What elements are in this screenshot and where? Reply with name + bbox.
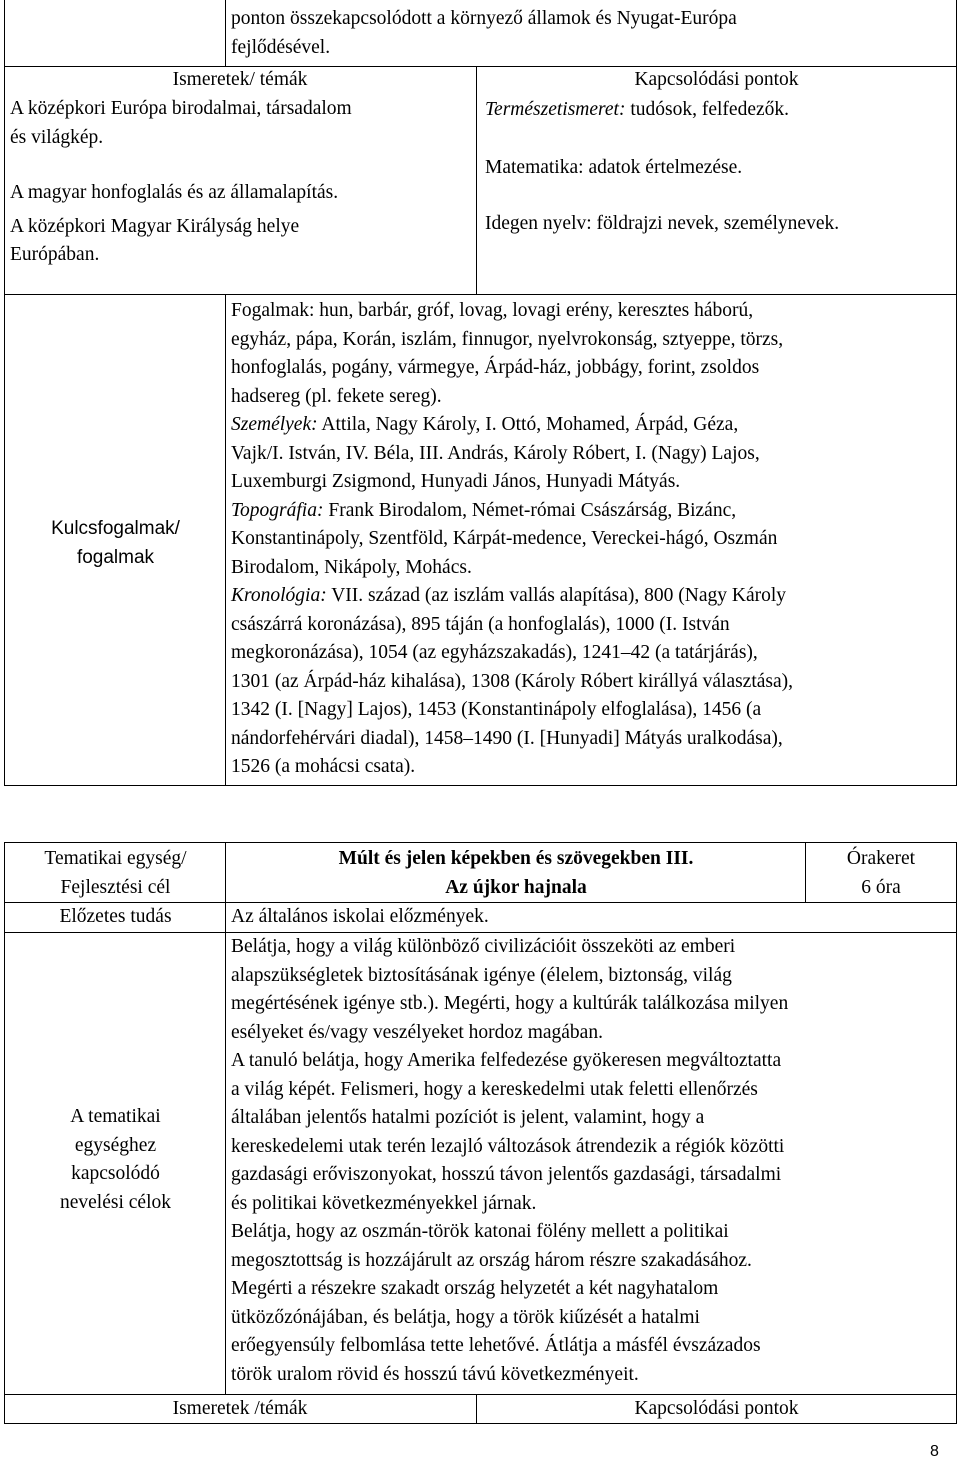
key-concepts-segment: 1342 (I. [Nagy] Lajos), 1453 (Konstantinápoly elfoglalása), 1456 (a <box>231 699 762 720</box>
topic-line: A középkori Európa birodalmai, társadalom <box>10 98 352 119</box>
key-concepts-segment: Birodalom, Nikápoly, Mohács. <box>231 556 472 578</box>
key-concepts-segment: Kronológia: <box>231 585 327 606</box>
key-concepts-line <box>231 696 953 725</box>
key-concepts-segment: megkoronázása), 1054 (az egyházszakadás), 1241–42 (a tatárjárás), <box>231 642 758 663</box>
topics-header-2: Ismeretek /témák <box>172 1398 308 1419</box>
prior-knowledge-text: Az általános iskolai előzmények. <box>231 906 489 927</box>
key-concepts-segment: 1526 (a mohácsi csata). <box>231 756 416 777</box>
topic-line: A középkori Magyar Királyság helye <box>10 215 300 237</box>
connection-item: Természetismeret: tudósok, felfedezők. <box>485 99 790 120</box>
goals-line: erőegyensúly felbomlása tette lehetővé. Átlátja a másfél évszázados <box>231 1335 761 1356</box>
key-concepts-segment: VII. század (az iszlám vallás alapítása), 800 (Nagy Károly <box>326 585 787 606</box>
goals-line: a világ képét. Felismeri, hogy a kereskedelmi utak feletti ellenőrzés <box>231 1078 758 1100</box>
goals-line: ütközőzónájában, és belátja, hogy a török kiűzését a hatalmi <box>231 1306 700 1328</box>
key-concepts-line <box>231 639 953 668</box>
key-concepts-segment: Frank Birodalom, Német-római Császárság, Bizánc, <box>323 499 737 521</box>
key-concepts-line <box>231 411 953 440</box>
key-concepts-line <box>231 468 953 497</box>
key-concepts-segment: Attila, Nagy Károly, I. Ottó, Mohamed, Árpád, Géza, <box>317 414 739 435</box>
key-concepts-segment: császárrá koronázása), 895 táján (a honfoglalás), 1000 (I. István <box>231 613 730 635</box>
key-concepts-line <box>231 497 953 526</box>
key-concepts-segment: Fogalmak: hun, barbár, gróf, lovag, lovagi erény, keresztes háború, <box>231 300 754 321</box>
key-concepts-line <box>231 725 953 754</box>
goals-line: megosztottság is hozzájárult az ország három részre szakadásához. <box>231 1249 752 1271</box>
goals-line: A tanuló belátja, hogy Amerika felfedezése gyökeresen megváltoztatta <box>231 1050 782 1071</box>
key-concepts-segment: Konstantinápoly, Szentföld, Kárpát-medence, Vereckei-hágó, Oszmán <box>231 528 778 549</box>
intro-line: ponton összekapcsolódott a környező államok és Nyugat-Európa <box>231 8 737 29</box>
goals-line: kereskedelemi utak terén lezajló változások átrendezik a régiók közötti <box>231 1135 785 1157</box>
key-concepts-segment: Luxemburgi Zsigmond, Hunyadi János, Hunyadi Mátyás. <box>231 471 681 492</box>
key-concepts-segment: nándorfehérvári diadal), 1458–1490 (I. [Hunyadi] Mátyás uralkodása), <box>231 727 783 749</box>
connections-list <box>485 96 955 239</box>
hours-value: 6 óra <box>861 876 901 898</box>
topics-header: Ismeretek/ témák <box>172 69 308 90</box>
key-concepts-segment: egyház, pápa, Korán, iszlám, finnugor, nyelvrokonság, sztyeppe, törzs, <box>231 328 784 350</box>
goals-line: esélyeket és/vagy veszélyeket hordoz magában. <box>231 1021 603 1043</box>
topic-line: A magyar honfoglalás és az államalapítás. <box>10 182 339 203</box>
hours-label: Órakeret <box>846 848 916 869</box>
goals-line: alapszükségletek biztosításának igénye (élelem, biztonság, világ <box>231 964 732 986</box>
key-concepts-segment: honfoglalás, pogány, vármegye, Árpád-ház, jobbágy, forint, zsoldos <box>231 357 760 378</box>
unit-title: Múlt és jelen képekben és szövegekben III. Az újkor hajnala <box>338 848 694 898</box>
page-number: 8 <box>930 1443 939 1460</box>
key-concepts-content <box>231 297 953 782</box>
key-concepts-line <box>231 383 953 412</box>
hours-box <box>807 845 955 902</box>
goals-line: török uralom rövid és hosszú távú következményeit. <box>231 1363 639 1385</box>
key-concepts-label: Kulcsfogalmak/ fogalmak <box>51 518 180 568</box>
prior-knowledge-label: Előzetes tudás <box>59 906 172 927</box>
topic-line: és világkép. <box>10 126 104 148</box>
key-concepts-line <box>231 582 953 611</box>
educational-goals-label: A tematikai egységhez kapcsolódó nevelési célok <box>60 1106 171 1213</box>
goals-line: Belátja, hogy a világ különböző civilizációit összeköti az emberi <box>231 936 736 957</box>
key-concepts-line <box>231 297 953 326</box>
connection-item: Matematika: adatok értelmezése. <box>485 156 743 178</box>
key-concepts-line <box>231 525 953 554</box>
goals-line: Megérti a részekre szakadt ország helyzetét a két nagyhatalom <box>231 1278 719 1299</box>
intro-line: fejlődésével. <box>231 36 331 58</box>
unit-label: Tematikai egység/ Fejlesztési cél <box>44 848 187 898</box>
connection-item: Idegen nyelv: földrajzi nevek, személynevek. <box>485 213 840 234</box>
key-concepts-segment: hadsereg (pl. fekete sereg). <box>231 385 442 407</box>
key-concepts-line <box>231 753 953 782</box>
key-concepts-line <box>231 326 953 355</box>
connections-header: Kapcsolódási pontok <box>634 69 799 90</box>
connections-header-2: Kapcsolódási pontok <box>634 1398 799 1419</box>
educational-goals-text <box>231 933 953 1389</box>
key-concepts-segment: Vajk/I. István, IV. Béla, III. András, Károly Róbert, I. (Nagy) Lajos, <box>231 442 760 464</box>
key-concepts-line <box>231 440 953 469</box>
goals-line: és politikai következményekkel járnak. <box>231 1192 537 1214</box>
key-concepts-segment: Személyek: <box>231 414 318 435</box>
key-concepts-line <box>231 554 953 583</box>
key-concepts-line <box>231 611 953 640</box>
intro-text <box>231 5 951 62</box>
topics-list <box>10 95 472 270</box>
goals-line: gazdasági erőviszonyokat, hosszú távon jelentős gazdasági, társadalmi <box>231 1164 782 1185</box>
goals-line: megértésének igénye stb.). Megérti, hogy a kultúrák találkozása milyen <box>231 993 789 1014</box>
key-concepts-line <box>231 354 953 383</box>
key-concepts-segment: 1301 (az Árpád-ház kihalása), 1308 (Károly Róbert királlyá választása), <box>231 670 794 692</box>
topic-line: Európában. <box>10 244 100 265</box>
key-concepts-line <box>231 668 953 697</box>
goals-line: Belátja, hogy az oszmán-török katonai fölény mellett a politikai <box>231 1221 729 1242</box>
goals-line: általában jelentős hatalmi pozíciót is jelent, valamint, hogy a <box>231 1107 705 1128</box>
key-concepts-segment: Topográfia: <box>231 499 324 521</box>
